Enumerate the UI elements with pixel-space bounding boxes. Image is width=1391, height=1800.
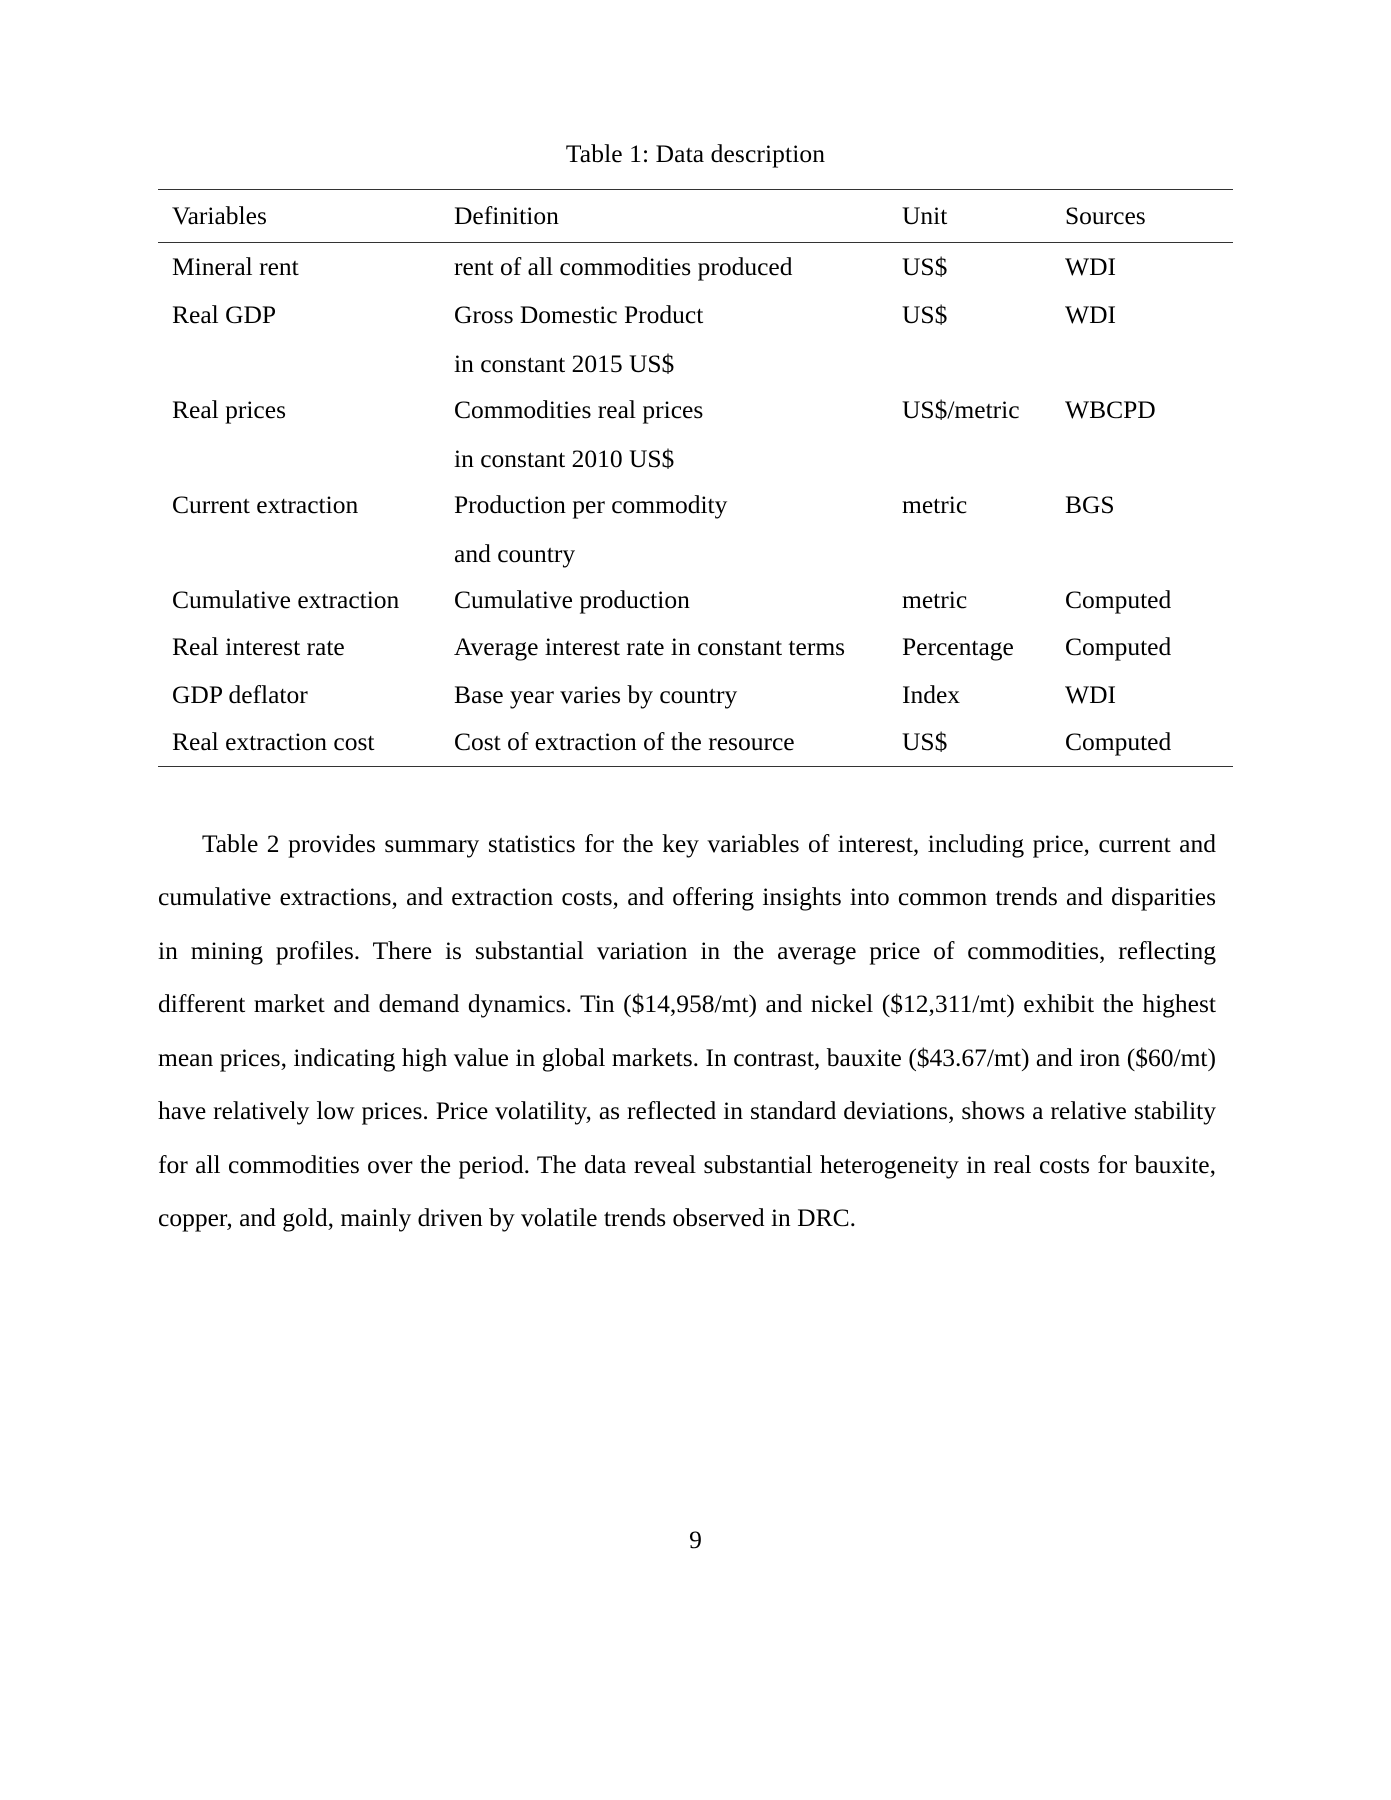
column-header-definition: Definition (454, 200, 559, 230)
cell-unit: US$/metric (902, 394, 1020, 424)
cell-variable: Real extraction cost (172, 727, 375, 756)
cell-source: WDI (1065, 679, 1116, 709)
cell-variable-empty (158, 338, 440, 386)
cell-variable: Real GDP (172, 299, 277, 329)
cell-source: WBCPD (1065, 394, 1156, 424)
column-header-variables: Variables (172, 200, 267, 230)
cell-definition: Gross Domestic Product (454, 299, 704, 329)
cell-source-empty (1051, 338, 1233, 386)
cell-source: WDI (1065, 252, 1116, 281)
cell-definition: Cost of extraction of the resource (454, 727, 795, 756)
cell-variable: Real prices (172, 394, 286, 424)
cell-variable-empty (158, 528, 440, 576)
table-caption: Table 1: Data description (565, 139, 826, 168)
cell-definition-continued: in constant 2015 US$ (454, 349, 675, 378)
body-paragraph: Table 2 provides summary statistics for the key variables of interest, including price, current and cumulative extractions, and extraction costs, and offering insights into common trends and disparities in mining profiles. There is substantial variation in the average price of commodities, reflecting different market and demand dynamics. Tin ($14,958/mt) and nickel ($12,311/mt) exhibit the highest mean prices, indicating high value in global markets. In contrast, bauxite ($43.67/mt) and iron ($60/mt) have relatively low prices. Price volatility, as reflected in standard deviations, shows a relative stability for all commodities over the period. The data reveal substantial heterogeneity in real costs for bauxite, copper, and gold, mainly driven by volatile trends observed in DRC. (158, 828, 1216, 1232)
table-row (158, 671, 1233, 719)
cell-variable: GDP deflator (172, 679, 308, 709)
cell-unit: Percentage (902, 632, 1014, 661)
cell-definition-continued: and country (454, 539, 576, 568)
cell-definition: Cumulative production (454, 584, 690, 614)
table-row-continuation (158, 433, 1233, 481)
cell-unit-empty (888, 338, 1051, 386)
cell-definition: Production per commodity (454, 489, 728, 519)
cell-variable-empty (158, 433, 440, 481)
cell-variable: Mineral rent (172, 252, 299, 281)
table-row (158, 576, 1233, 624)
cell-definition-continued: in constant 2010 US$ (454, 444, 675, 473)
cell-variable: Current extraction (172, 489, 359, 519)
cell-unit: US$ (902, 727, 948, 756)
table-row (158, 386, 1233, 434)
table-header (158, 189, 1233, 243)
cell-variable: Real interest rate (172, 632, 345, 661)
table-row (158, 623, 1233, 671)
cell-source: WDI (1065, 299, 1116, 329)
cell-source: Computed (1065, 632, 1172, 661)
cell-unit: US$ (902, 299, 948, 329)
data-description-table (158, 189, 1233, 767)
cell-unit: US$ (902, 252, 948, 281)
cell-source-empty (1051, 433, 1233, 481)
table-header-row (158, 189, 1233, 243)
column-header-unit: Unit (902, 200, 948, 230)
cell-variable: Cumulative extraction (172, 584, 400, 614)
table-row (158, 718, 1233, 766)
cell-unit: metric (902, 584, 968, 614)
cell-unit-empty (888, 528, 1051, 576)
cell-unit-empty (888, 433, 1051, 481)
page-content (158, 0, 1233, 1245)
table-row-continuation (158, 338, 1233, 386)
table-body (158, 243, 1233, 767)
cell-source: BGS (1065, 489, 1115, 519)
table-row (158, 243, 1233, 291)
cell-source: Computed (1065, 584, 1172, 614)
cell-unit: Index (902, 679, 961, 709)
cell-source: Computed (1065, 727, 1172, 756)
table-row (158, 291, 1233, 339)
cell-source-empty (1051, 528, 1233, 576)
cell-definition: Base year varies by country (454, 679, 738, 709)
page-number: 9 (689, 1525, 702, 1554)
cell-definition: rent of all commodities produced (454, 252, 793, 281)
column-header-sources: Sources (1065, 200, 1146, 230)
cell-definition: Commodities real prices (454, 394, 704, 424)
cell-definition: Average interest rate in constant terms (454, 632, 846, 661)
table-row (158, 481, 1233, 529)
cell-unit: metric (902, 489, 968, 519)
table-row-continuation (158, 528, 1233, 576)
